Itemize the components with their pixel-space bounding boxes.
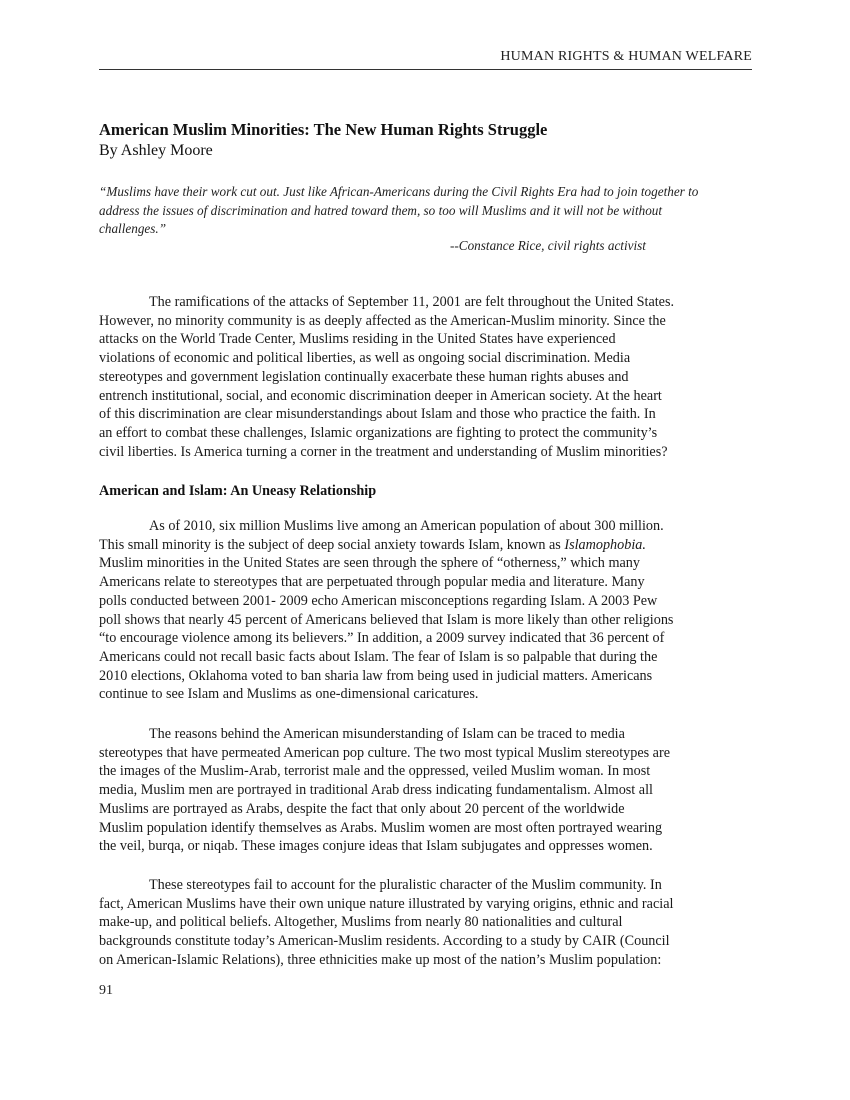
paragraph-line: civil liberties. Is America turning a corner in the treatment and understanding of Muslim minorities? xyxy=(99,443,668,460)
paragraph-line: stereotypes and government legislation continually exacerbate these human rights abuses and xyxy=(99,368,629,385)
running-header: HUMAN RIGHTS & HUMAN WELFARE xyxy=(500,49,752,64)
document-page xyxy=(99,0,752,1100)
paragraph-line: The reasons behind the American misunderstanding of Islam can be traced to media xyxy=(149,726,625,742)
paragraph-line: As of 2010, six million Muslims live among an American population of about 300 million. xyxy=(149,518,664,534)
paragraph-line: stereotypes that have permeated American pop culture. The two most typical Muslim stereotypes are xyxy=(99,744,671,761)
paragraph-line: However, no minority community is as deeply affected as the American-Muslim minority. Since the xyxy=(99,312,666,329)
paragraph-line: poll shows that nearly 45 percent of Americans believed that Islam is more likely than other religions xyxy=(99,611,674,628)
body-paragraph-pluralism xyxy=(99,876,759,970)
epigraph-line: challenges.” xyxy=(99,221,167,236)
epigraph-line: address the issues of discrimination and hatred toward them, so too will Muslims and it will not be without xyxy=(99,202,663,218)
epigraph-line: “Muslims have their work cut out. Just like African-Americans during the Civil Rights Era had to join together to xyxy=(99,184,699,199)
paragraph-line: of this discrimination are clear misunderstandings about Islam and those who practice the faith. In xyxy=(99,406,656,423)
body-paragraph-intro xyxy=(99,293,759,461)
paragraph-line: polls conducted between 2001- 2009 echo American misconceptions regarding Islam. A 2003 Pew xyxy=(99,592,658,609)
paragraph-line: make-up, and political beliefs. Altogether, Muslims from nearly 80 nationalities and cultural xyxy=(99,914,623,931)
paragraph-line: an effort to combat these challenges, Islamic organizations are fighting to protect the community’s xyxy=(99,424,658,441)
paragraph-line: 2010 elections, Oklahoma voted to ban sharia law from being used in judicial matters. Americans xyxy=(99,667,653,684)
paragraph-line: the veil, burqa, or niqab. These images conjure ideas that Islam subjugates and oppresses women. xyxy=(99,838,653,855)
paragraph-line: Americans could not recall basic facts about Islam. The fear of Islam is so palpable that during the xyxy=(99,648,658,665)
paragraph-line: media, Muslim men are portrayed in traditional Arab dress indicating fundamentalism. Almost all xyxy=(99,782,653,799)
paragraph-line: continue to see Islam and Muslims as one-dimensional caricatures. xyxy=(99,686,479,703)
italic-term: Islamophobia. xyxy=(564,536,646,553)
section-heading: American and Islam: An Uneasy Relationship xyxy=(99,483,377,499)
header-rule xyxy=(99,69,752,70)
paragraph-line: The ramifications of the attacks of September 11, 2001 are felt throughout the United States. xyxy=(149,294,675,310)
paragraph-line: Americans relate to stereotypes that are perpetuated through popular media and literature. Many xyxy=(99,574,645,591)
paragraph-line: fact, American Muslims have their own unique nature illustrated by varying origins, ethnic and racial xyxy=(99,895,674,912)
paragraph-text: This small minority is the subject of deep social anxiety towards Islam, known as xyxy=(99,536,565,553)
paragraph-line: violations of economic and political liberties, as well as ongoing social discrimination. Media xyxy=(99,350,631,367)
paragraph-line: “to encourage violence among its believers.” In addition, a 2009 survey indicated that 36 percent of xyxy=(99,630,665,647)
paragraph-line: Muslim population identify themselves as Arabs. Muslim women are most often portrayed wearing xyxy=(99,819,663,836)
paragraph-line: backgrounds constitute today’s American-Muslim residents. According to a study by CAIR (Council xyxy=(99,933,670,950)
epigraph-attribution: --Constance Rice, civil rights activist xyxy=(450,238,646,253)
paragraph-line: These stereotypes fail to account for the pluralistic character of the Muslim community. In xyxy=(149,877,662,893)
body-paragraph-demographics xyxy=(99,517,759,704)
paragraph-line: the images of the Muslim-Arab, terrorist male and the oppressed, veiled Muslim woman. In most xyxy=(99,763,651,780)
article-byline: By Ashley Moore xyxy=(99,142,213,159)
paragraph-line: attacks on the World Trade Center, Muslims residing in the United States have experienced xyxy=(99,331,616,348)
paragraph-line: entrench institutional, social, and economic discrimination deeper in American society. At the heart xyxy=(99,387,662,404)
page-number: 91 xyxy=(99,983,113,998)
body-paragraph-stereotypes xyxy=(99,725,759,856)
epigraph-quote xyxy=(99,183,749,239)
article-title: American Muslim Minorities: The New Human Rights Struggle xyxy=(99,120,548,139)
paragraph-line: on American-Islamic Relations), three ethnicities make up most of the nation’s Muslim population: xyxy=(99,951,662,968)
paragraph-line: Muslims are portrayed as Arabs, despite the fact that only about 20 percent of the worldwide xyxy=(99,800,625,817)
paragraph-line xyxy=(99,536,759,555)
paragraph-line: Muslim minorities in the United States are seen through the sphere of “otherness,” which many xyxy=(99,555,640,572)
